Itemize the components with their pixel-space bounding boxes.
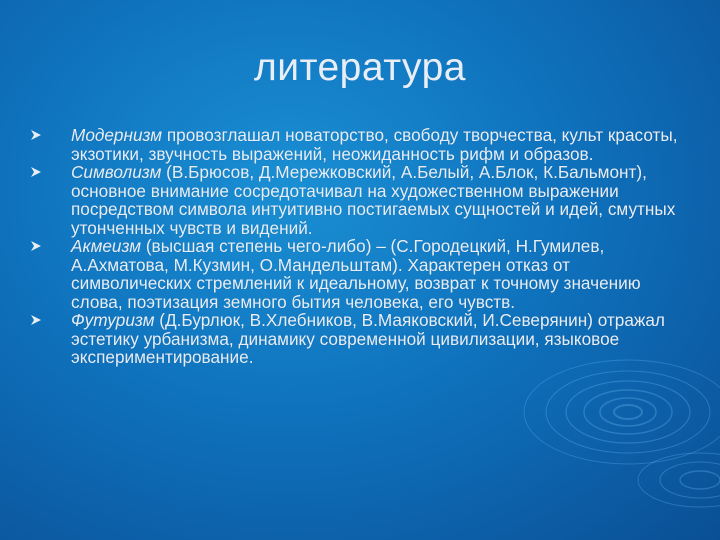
arrowhead-bullet-icon [30, 129, 42, 141]
bullet-list [30, 126, 680, 367]
bullet-text: (высшая степень чего-либо) – (С.Городецкий, Н.Гумилев, А.Ахматова, М.Кузмин, О.Мандельштам). Характерен отказ от символических стремлений к идеальному, возврат к точному значению слова, поэтизация земного бытия человека, его чувств. [71, 236, 641, 312]
bullet-term: Модернизм [71, 125, 163, 145]
bullet-text: провозглашал новаторство, свободу творчества, культ красоты, экзотики, звучность выражений, неожиданность рифм и образов. [71, 125, 678, 164]
arrowhead-bullet-icon [30, 166, 42, 178]
bullet-item-symbolism [30, 163, 680, 237]
bullet-item-modernism [30, 126, 680, 163]
bullet-term: Символизм [71, 162, 162, 182]
bullet-term: Футуризм [71, 310, 155, 330]
bullet-text: (Д.Бурлюк, В.Хлебников, В.Маяковский, И.Северянин) отражал эстетику урбанизма, динамику современной цивилизации, языковое экспериментирование. [71, 310, 665, 367]
arrowhead-bullet-icon [30, 240, 42, 252]
bullet-item-acmeism [30, 237, 680, 311]
bullet-term: Акмеизм [71, 236, 142, 256]
slide-title: литература [254, 46, 466, 89]
bullet-item-futurism [30, 311, 680, 367]
arrowhead-bullet-icon [30, 314, 42, 326]
bullet-text: (В.Брюсов, Д.Мережковский, А.Белый, А.Блок, К.Бальмонт), основное внимание сосредотачивал на художественном выражении посредством символа интуитивно постигаемых сущностей и идей, смутных утонченных чувств и видений. [71, 162, 676, 238]
